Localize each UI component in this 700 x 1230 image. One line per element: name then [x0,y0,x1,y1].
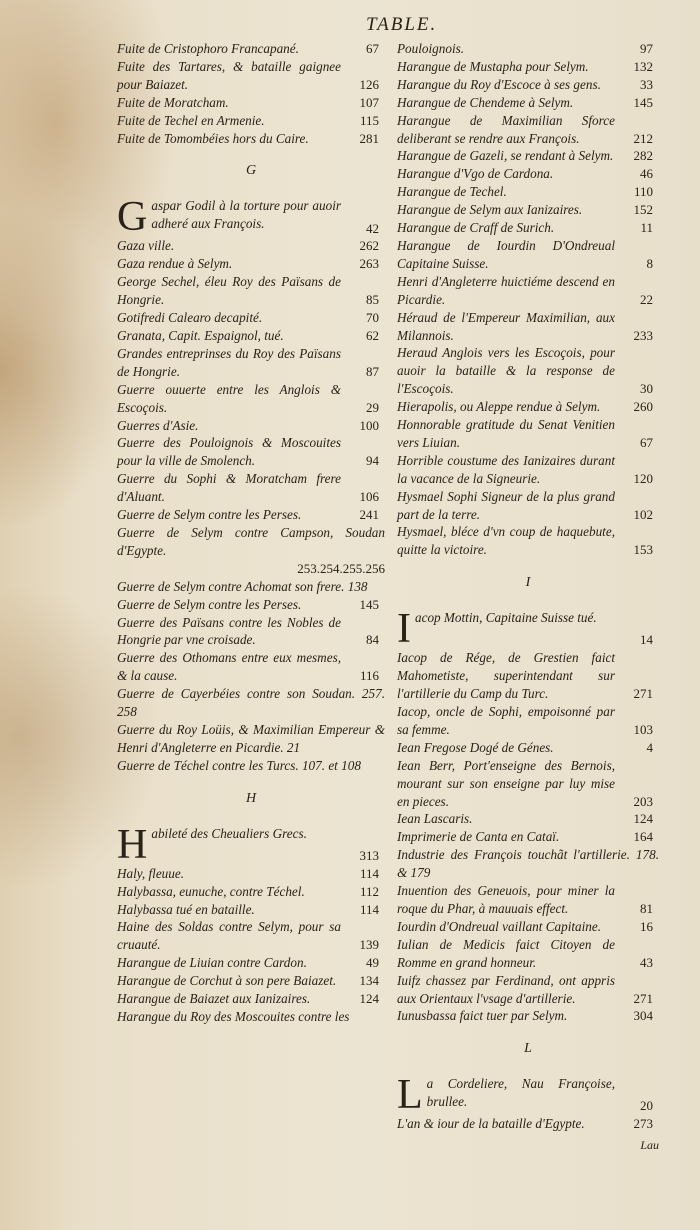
page-number: 43 [640,954,653,970]
entry-text: Guerre de Téchel contre les Turcs. 107. et 108 [117,757,361,773]
page-number: 262 [359,238,379,254]
index-entry [117,883,385,901]
page-number: 271 [633,990,653,1006]
page-number: 112 [359,883,379,899]
index-entry [397,201,659,219]
index-entry [117,345,385,381]
entry-text: Fuite de Tomombéies hors du Caire. [117,130,309,146]
page-number: 67 [366,41,379,56]
entry-text: Fuite des Tartares, & bataille gaignee pour Baiazet. [117,58,341,92]
entry-text: Harangue de Craff de Surich. [397,220,555,236]
entry-text: Harangue d'Vgo de Cardona. [397,166,554,182]
index-entry [117,649,385,685]
index-entry [397,649,659,703]
entry-text: Hysmael Sophi Signeur de la plus grand part de la terre. [397,488,615,522]
index-entry [117,578,385,596]
entry-text: Guerre des Païsans contre les Nobles de Hongrie par vne croisade. [117,614,341,648]
drop-capital: G [117,197,148,238]
index-entry [397,147,659,165]
index-entry [397,488,659,524]
entry-text: Fuite de Techel en Armenie. [117,112,265,128]
entry-text: Granata, Capit. Espaignol, tué. [117,327,284,343]
page-number: 62 [366,327,379,343]
index-entry [397,237,659,273]
entry-text: Guerre ouuerte entre les Anglois & Escoçois. [117,381,341,415]
page-number: 132 [633,58,653,74]
entry-text: Halybassa tué en bataille. [117,901,255,917]
index-entry [397,739,659,757]
entry-text: Henri d'Angleterre huictiéme descend en Picardie. [397,273,615,307]
entry-text: Fuite de Cristophoro Francapané. [117,41,299,56]
index-entry [117,273,385,309]
page-number: 134 [359,973,379,989]
page-number: 145 [359,596,379,612]
page-number: 114 [359,865,379,881]
entry-text: Gaza rendue à Selym. [117,256,233,272]
entry-text: Hysmael, bléce d'vn coup de haquebute, quitte la victoire. [397,524,615,558]
page-number: 203 [633,793,653,809]
index-entry [397,703,659,739]
entry-text: Harangue du Roy d'Escoce à ses gens. [397,76,601,92]
index-entry [397,344,659,398]
index-entry [117,434,385,470]
index-entry [117,757,385,775]
entry-text: Guerre de Selym contre les Perses. [117,596,302,612]
index-entry [117,990,385,1008]
page-number: 8 [646,255,653,271]
index-entry [117,58,385,94]
entry-text: Iean Berr, Port'enseigne des Bernois, mourant sur son enseigne par luy mise en pieces. [397,757,615,809]
index-entry [397,40,659,58]
page-number: 20 [640,1098,653,1114]
entry-text: Pouloignois. [397,41,465,56]
index-column-right [397,40,659,1153]
entry-text: Harangue de Iourdin D'Ondreual Capitaine Suisse. [397,237,615,271]
index-entry [397,523,659,559]
entry-text: Iean Fregose Dogé de Génes. [397,739,554,755]
index-entry [397,757,659,811]
entry-text: Horrible coustume des Ianizaires durant la vacance de la Signeurie. [397,452,615,486]
entry-text-rest: acop Mottin, Capitaine Suisse tué. [415,610,597,626]
index-entry [117,40,385,58]
index-entry [117,94,385,112]
entry-text: Héraud de l'Empereur Maximilian, aux Milannois. [397,309,615,343]
entry-text: Haly, fleuue. [117,865,185,881]
index-entry [117,954,385,972]
page-number: 152 [633,202,653,218]
entry-text: Iunusbassa faict tuer par Selym. [397,1008,568,1024]
entry-text-rest: abileté des Cheualiers Grecs. [151,825,307,841]
page-number: 67 [640,434,653,450]
entry-text: Halybassa, eunuche, contre Téchel. [117,883,305,899]
page-number: 116 [359,668,379,684]
page-number: 260 [633,399,653,415]
section-letter: L [524,1041,532,1057]
page-number: 124 [359,991,379,1007]
index-entry [397,936,659,972]
section-letter: G [245,163,257,179]
index-entry [397,609,659,649]
entry-text: Harangue de Techel. [397,184,507,200]
index-entry [397,273,659,309]
entry-text: Guerres d'Asie. [117,417,199,433]
index-entry [397,94,659,112]
page-number: 97 [640,41,653,56]
page-number: 145 [633,94,653,110]
entry-text: Gotifredi Calearo decapité. [117,310,263,326]
index-entry [117,524,385,578]
page-number: 281 [359,130,379,146]
index-entry [397,452,659,488]
page-number: 33 [640,76,653,92]
entry-text [117,197,385,238]
entry-text: Iacop de Rége, de Grestien faict Mahometiste, superintendant sur l'artillerie du Camp du Turc. [397,650,615,702]
entry-text: Iulian de Medicis faict Citoyen de Romme en grand honneur. [397,936,615,970]
index-entry [397,219,659,237]
entry-text: Iourdin d'Ondreual vaillant Capitaine. [397,918,602,934]
page-number: 49 [366,955,379,971]
entry-text: Gaza ville. [117,238,175,254]
page-number: 212 [633,130,653,146]
page-number: 241 [359,507,379,523]
index-entry [397,828,659,846]
entry-text: Iacop, oncle de Sophi, empoisonné par sa femme. [397,704,615,737]
index-column-left [117,40,385,1026]
page-number: 70 [366,310,379,326]
page-number: 94 [366,453,379,469]
entry-text: Guerre de Selym contre Campson, Soudan d'Egypte. [117,524,385,558]
entry-text: Harangue du Roy des Moscouites contre les [117,1008,350,1024]
entry-text: Harangue de Selym aux Ianizaires. [397,202,583,218]
page-number: 100 [359,417,379,433]
page-number: 233 [633,327,653,343]
index-entry [397,1115,659,1133]
entry-text: Industrie des François touchãt l'artillerie. 178. & 179 [397,847,659,881]
entry-text: Harangue de Corchut à son pere Baiazet. [117,973,337,989]
index-entry [397,1007,659,1025]
page-number: 153 [633,542,653,558]
entry-text: Heraud Anglois vers les Escoçois, pour auoir la bataille & la response de l'Escoçois. [397,345,615,397]
catchword: Lau [640,1138,659,1153]
entry-text: Harangue de Maximilian Sforce deliberant se rendre aux François. [397,112,615,146]
page-number: 273 [633,1116,653,1132]
page-number: 29 [366,399,379,415]
page-number: 16 [640,918,653,934]
page-number: 313 [359,847,379,863]
index-entry [117,614,385,650]
page-number: 282 [633,148,653,164]
page-number: 46 [640,166,653,182]
page-number: 304 [633,1008,653,1024]
index-entry [397,76,659,94]
section-letter: H [245,790,257,806]
entry-text: Guerre des Pouloignois & Moscouites pour la ville de Smolench. [117,435,341,469]
page-number: 263 [359,256,379,272]
page-number: 102 [633,506,653,522]
index-entry [117,381,385,417]
index-entry [397,882,659,918]
index-entry [117,417,385,435]
page-number: 107 [359,94,379,110]
index-entry [397,398,659,416]
index-entry [397,918,659,936]
drop-capital: I [397,609,411,650]
entry-text: Iuifz chassez par Ferdinand, ont appris aux Orientaux l'vsage d'artillerie. [397,972,615,1006]
entry-text: Hierapolis, ou Aleppe rendue à Selym. [397,399,601,415]
page-number: 85 [366,292,379,308]
index-entry [117,470,385,506]
page-number: 87 [366,363,379,379]
index-entry [117,901,385,919]
page-number: 114 [359,901,379,917]
index-entry [117,506,385,524]
page-number: 271 [633,686,653,702]
index-entry [117,130,385,148]
page-number: 4 [646,739,653,755]
page-number: 81 [640,900,653,916]
page-number: 42 [366,220,379,236]
index-entry [397,183,659,201]
drop-capital: L [397,1075,423,1116]
index-entry [117,1008,385,1026]
page-number: 22 [640,291,653,307]
entry-text-rest: aspar Godil à la torture pour auoir adheré aux François. [151,198,341,232]
entry-text: Harangue de Liuian contre Cardon. [117,955,307,971]
index-entry [117,309,385,327]
index-entry [117,255,385,273]
index-entry [397,309,659,345]
index-entry [397,846,659,882]
page-number: 115 [359,112,379,128]
entry-text: Honnorable gratitude du Senat Venitien vers Liuian. [397,417,615,450]
running-head: TABLE. [366,14,438,35]
entry-text: Guerre du Sophi & Moratcham frere d'Aluant. [117,471,341,505]
entry-text [397,1075,659,1116]
entry-text: Harangue de Chendeme à Selym. [397,94,574,110]
entry-text: Harangue de Baiazet aux Ianizaires. [117,991,311,1007]
page-number: 124 [633,811,653,827]
entry-text: Guerre du Roy Loüis, & Maximilian Empereur & Henri d'Angleterre en Picardie. 21 [117,722,385,755]
index-entry [397,810,659,828]
page-number: 106 [359,489,379,505]
entry-text: Inuention des Geneuois, pour miner la roque du Phar, à mauuais effect. [397,883,615,916]
index-entry [117,112,385,130]
index-entry [397,416,659,452]
index-entry [117,972,385,990]
page-number: 14 [640,632,653,648]
drop-capital: H [117,824,148,865]
page-number: 110 [633,184,653,200]
entry-text: Fuite de Moratcham. [117,94,229,110]
index-entry [117,327,385,345]
index-entry [117,197,385,237]
entry-text: Guerre de Selym contre les Perses. [117,507,302,523]
entry-text: Guerre de Cayerbéies contre son Soudan. 257. 258 [117,686,385,720]
page-number: 139 [359,937,379,953]
index-entry [117,721,385,757]
page-number: 120 [633,470,653,486]
entry-text: Guerre des Othomans entre eux mesmes, & la cause. [117,650,341,684]
page-number: 103 [633,721,653,737]
page-number: 126 [359,76,379,92]
index-entry [117,596,385,614]
entry-text: Harangue de Gazeli, se rendant à Selym. [397,148,614,164]
section-letter: I [525,575,531,591]
page-number: 84 [366,632,379,648]
entry-text: L'an & iour de la bataille d'Egypte. [397,1116,585,1132]
entry-text: George Sechel, éleu Roy des Païsans de Hongrie. [117,274,341,308]
page-number: 30 [640,381,653,397]
page-number: 11 [640,220,653,236]
index-entry [397,112,659,148]
entry-text: Harangue de Mustapha pour Selym. [397,58,589,74]
index-entry [397,165,659,183]
index-entry [117,918,385,954]
entry-text: Imprimerie de Canta en Cataï. [397,829,560,845]
index-entry [117,825,385,865]
index-entry [397,58,659,76]
page-number: 164 [633,829,653,845]
index-entry [117,237,385,255]
index-entry [117,685,385,721]
entry-text: Haine des Soldas contre Selym, pour sa cruauté. [117,919,341,953]
page-number: 253.254.255.256 [297,560,385,576]
entry-text: Grandes entreprinses du Roy des Païsans de Hongrie. [117,345,341,379]
entry-text: Guerre de Selym contre Achomat son frere. 138 [117,578,368,594]
entry-text-rest: a Cordeliere, Nau Françoise, brullee. [426,1076,615,1110]
index-entry [397,1075,659,1115]
index-entry [117,865,385,883]
index-entry [397,972,659,1008]
entry-text: Iean Lascaris. [397,811,473,827]
